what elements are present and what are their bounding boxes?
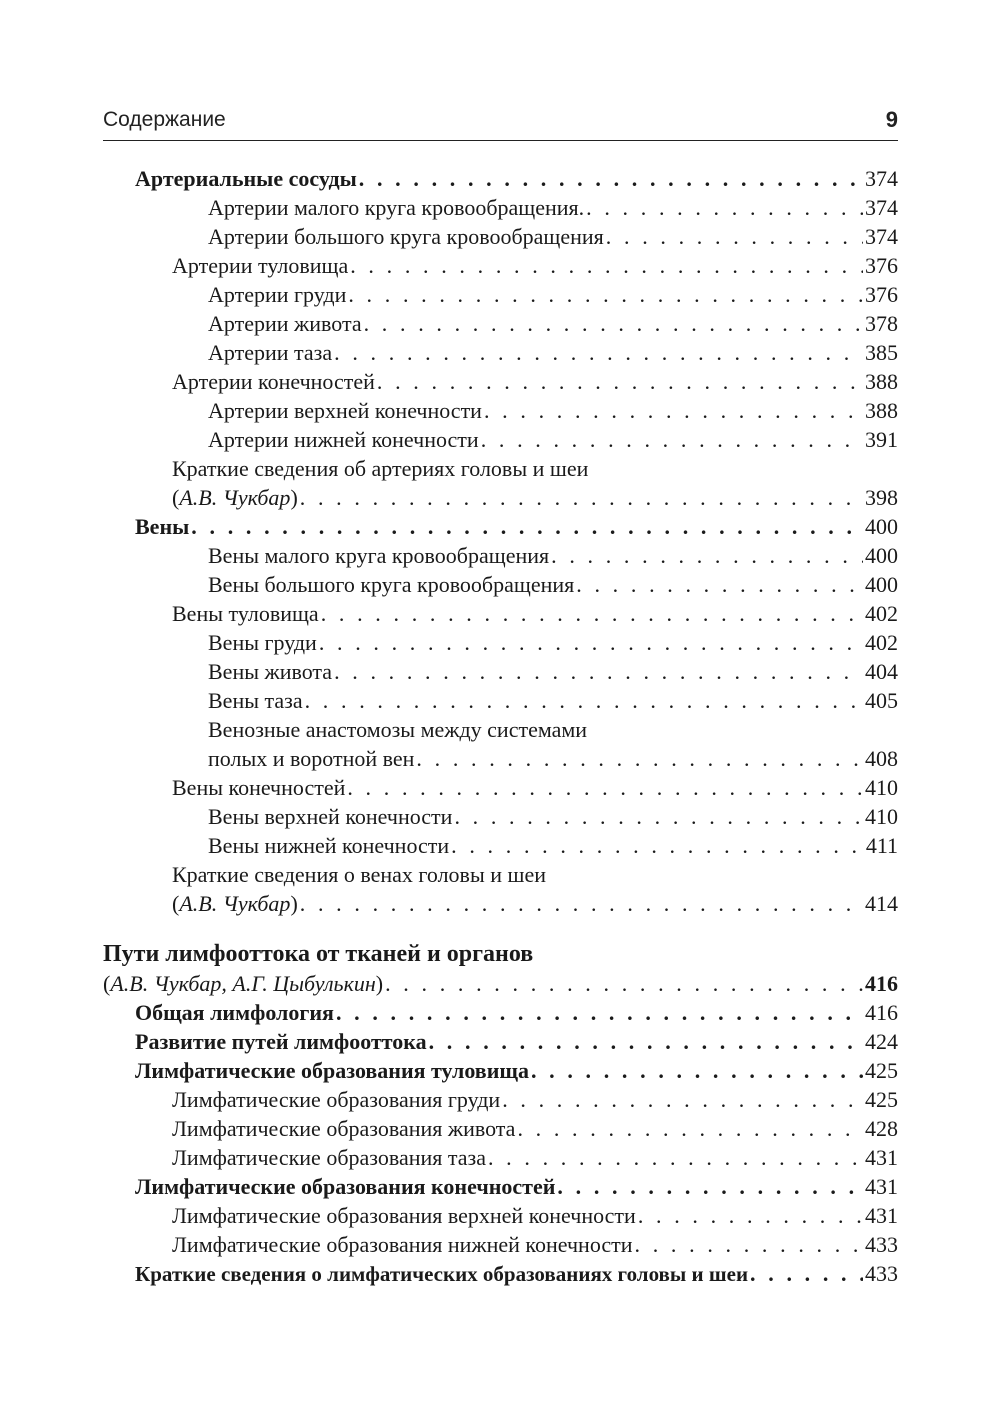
toc-entry-label: Вены нижней конечности	[208, 833, 450, 858]
toc-entry-label: Краткие сведения о лимфатических образованиях головы и шеи	[135, 1262, 749, 1286]
dot-leader	[551, 541, 863, 570]
toc-entry[interactable]	[103, 570, 898, 599]
dot-leader	[348, 280, 863, 309]
toc-entry-author[interactable]	[103, 969, 898, 998]
toc-entry-page: 388	[865, 369, 898, 394]
dot-leader	[576, 570, 863, 599]
toc-entry-page: 405	[865, 688, 898, 713]
toc-entry-label: Артерии груди	[208, 282, 347, 307]
toc-entry[interactable]	[103, 1172, 898, 1201]
toc-entry-page: 402	[865, 630, 898, 655]
toc-entry[interactable]	[103, 860, 898, 889]
dot-leader	[454, 802, 863, 831]
toc-entry-label: (А.В. Чукбар, А.Г. Цыбулькин)	[103, 971, 384, 996]
toc-entry-page: 376	[865, 282, 898, 307]
toc-entry-label: Венозные анастомозы между системами	[208, 717, 588, 742]
author-name: А.В. Чукбар, А.Г. Цыбулькин	[110, 971, 376, 996]
toc-entry-page: 416	[865, 971, 898, 996]
toc-entry[interactable]	[103, 686, 898, 715]
toc-entry-label: Краткие сведения о венах головы и шеи	[172, 862, 546, 887]
toc-entry[interactable]	[103, 338, 898, 367]
toc-entry-page: 388	[865, 398, 898, 423]
toc-entry-label: полых и воротной вен	[208, 746, 415, 771]
dot-leader	[481, 425, 863, 454]
dot-leader	[334, 338, 863, 367]
toc-entry[interactable]	[103, 425, 898, 454]
toc-entry[interactable]	[103, 454, 898, 483]
toc-entry-page: 398	[865, 485, 898, 510]
dot-leader	[334, 657, 863, 686]
toc-entry[interactable]	[103, 1259, 898, 1288]
dot-leader	[364, 309, 863, 338]
dot-leader	[336, 998, 863, 1027]
toc-entry-label: Лимфатические образования верхней конечности	[172, 1203, 636, 1228]
toc-entry[interactable]	[103, 367, 898, 396]
toc-entry-label: Вены	[135, 514, 190, 539]
toc-entry[interactable]	[103, 715, 898, 744]
toc-entry[interactable]	[103, 773, 898, 802]
toc-entry-arterial-vessels[interactable]	[103, 164, 898, 193]
page-number: 9	[885, 107, 898, 132]
toc-entry[interactable]	[103, 1201, 898, 1230]
toc-entry[interactable]	[103, 1085, 898, 1114]
toc-entry-label: Вены туловища	[172, 601, 319, 626]
toc-entry-label: Лимфатические образования живота	[172, 1116, 516, 1141]
dot-leader	[488, 1143, 863, 1172]
toc-entry-page: 411	[865, 833, 898, 858]
toc-entry-label: Общая лимфология	[135, 1000, 334, 1025]
toc-entry-page: 431	[865, 1203, 898, 1228]
toc-entry-page: 400	[865, 572, 898, 597]
toc-entry-author[interactable]	[103, 889, 898, 918]
toc-entry[interactable]	[103, 396, 898, 425]
toc-entry[interactable]	[103, 657, 898, 686]
toc-entry-label: Вены верхней конечности	[208, 804, 453, 829]
toc-entry-page: 374	[865, 166, 898, 191]
toc-entry-page: 410	[865, 804, 898, 829]
toc-entry-author[interactable]	[103, 483, 898, 512]
dot-leader	[517, 1114, 863, 1143]
toc-entry-label: Артерии туловища	[172, 253, 349, 278]
toc-entry-label: Развитие путей лимфооттока	[135, 1029, 427, 1054]
toc-entry-page: 402	[865, 601, 898, 626]
dot-leader	[502, 1085, 863, 1114]
toc-entry-page: 400	[865, 543, 898, 568]
toc-entry-label: Артерии большого круга кровообращения	[208, 224, 604, 249]
toc-entry-label: (А.В. Чукбар)	[172, 891, 298, 916]
toc-entry-page: 431	[865, 1145, 898, 1170]
dot-leader	[750, 1259, 863, 1288]
toc-entry-label: Артерии малого круга кровообращения.	[208, 195, 585, 220]
toc-entry-page: 433	[865, 1261, 898, 1286]
toc-entry[interactable]	[103, 1143, 898, 1172]
toc-entry-page: 374	[865, 224, 898, 249]
table-of-contents	[103, 164, 898, 1288]
toc-entry-label: Артерии верхней конечности	[208, 398, 482, 423]
dot-leader	[606, 222, 863, 251]
toc-entry-page: 376	[865, 253, 898, 278]
toc-entry-label: Вены конечностей	[172, 775, 346, 800]
toc-entry-label: Вены живота	[208, 659, 333, 684]
toc-entry-label: Лимфатические образования груди	[172, 1087, 501, 1112]
dot-leader	[484, 396, 863, 425]
toc-entry[interactable]	[103, 222, 898, 251]
dot-leader	[191, 512, 863, 541]
dot-leader	[300, 483, 863, 512]
toc-entry-page: 391	[865, 427, 898, 452]
section-title-lymph[interactable]: Пути лимфооттока от тканей и органов	[103, 941, 534, 967]
toc-entry[interactable]	[103, 280, 898, 309]
dot-leader	[350, 251, 863, 280]
toc-entry-page: 408	[865, 746, 898, 771]
toc-entry-page: 414	[865, 891, 898, 916]
toc-entry[interactable]	[103, 1114, 898, 1143]
toc-entry[interactable]	[103, 1230, 898, 1259]
toc-entry[interactable]	[103, 831, 898, 860]
dot-leader	[347, 773, 863, 802]
toc-entry[interactable]	[103, 541, 898, 570]
toc-entry-label: Артерии живота	[208, 311, 362, 336]
toc-entry-page: 404	[865, 659, 898, 684]
toc-entry-label: Вены малого круга кровообращения	[208, 543, 550, 568]
toc-entry[interactable]	[103, 1056, 898, 1085]
dot-leader	[635, 1230, 863, 1259]
dot-leader	[321, 599, 863, 628]
toc-entry-label: (А.В. Чукбар)	[172, 485, 298, 510]
dot-leader	[531, 1056, 863, 1085]
toc-entry-label: Лимфатические образования нижней конечности	[172, 1232, 633, 1257]
dot-leader	[416, 744, 863, 773]
toc-entry-label: Лимфатические образования туловища	[135, 1058, 529, 1083]
toc-entry-page: 374	[865, 195, 898, 220]
toc-entry-label: Вены таза	[208, 688, 303, 713]
toc-entry-page: 416	[865, 1000, 898, 1025]
toc-entry-page: 400	[865, 514, 898, 539]
toc-entry[interactable]	[103, 1027, 898, 1056]
toc-entry-page: 424	[865, 1029, 898, 1054]
dot-leader	[557, 1172, 863, 1201]
toc-entry[interactable]	[103, 599, 898, 628]
toc-entry-veins[interactable]	[103, 512, 898, 541]
toc-entry-label: Артерии конечностей	[172, 369, 375, 394]
toc-entry[interactable]	[103, 744, 898, 773]
toc-entry-page: 425	[865, 1087, 898, 1112]
toc-entry[interactable]	[103, 628, 898, 657]
toc-entry-page: 431	[865, 1174, 898, 1199]
toc-entry-label: Краткие сведения об артериях головы и шеи	[172, 456, 589, 481]
dot-leader	[429, 1027, 863, 1056]
toc-entry-label: Артерии таза	[208, 340, 333, 365]
dot-leader	[377, 367, 863, 396]
running-header	[103, 106, 898, 141]
toc-entry-page: 410	[865, 775, 898, 800]
toc-entry-label: Лимфатические образования таза	[172, 1145, 486, 1170]
author-name: А.В. Чукбар	[179, 485, 291, 510]
toc-entry[interactable]	[103, 998, 898, 1027]
toc-entry-label: Лимфатические образования конечностей	[135, 1174, 556, 1199]
toc-entry-page: 433	[865, 1232, 898, 1257]
dot-leader	[638, 1201, 863, 1230]
toc-entry[interactable]	[103, 802, 898, 831]
dot-leader	[305, 686, 863, 715]
toc-entry-page: 385	[865, 340, 898, 365]
toc-entry-label: Артериальные сосуды	[135, 166, 357, 191]
toc-entry-page: 425	[865, 1058, 898, 1083]
dot-leader	[586, 193, 863, 222]
author-name: А.В. Чукбар	[179, 891, 291, 916]
toc-entry[interactable]	[103, 193, 898, 222]
toc-entry-label: Вены большого круга кровообращения	[208, 572, 575, 597]
toc-entry-page: 428	[865, 1116, 898, 1141]
dot-leader	[451, 831, 864, 860]
toc-entry[interactable]	[103, 309, 898, 338]
toc-entry[interactable]	[103, 251, 898, 280]
toc-entry-label: Артерии нижней конечности	[208, 427, 479, 452]
running-header-title: Содержание	[103, 108, 226, 131]
dot-leader	[359, 164, 863, 193]
toc-entry-page: 378	[865, 311, 898, 336]
toc-entry-label: Вены груди	[208, 630, 317, 655]
dot-leader	[300, 889, 863, 918]
dot-leader	[385, 969, 863, 998]
dot-leader	[319, 628, 863, 657]
